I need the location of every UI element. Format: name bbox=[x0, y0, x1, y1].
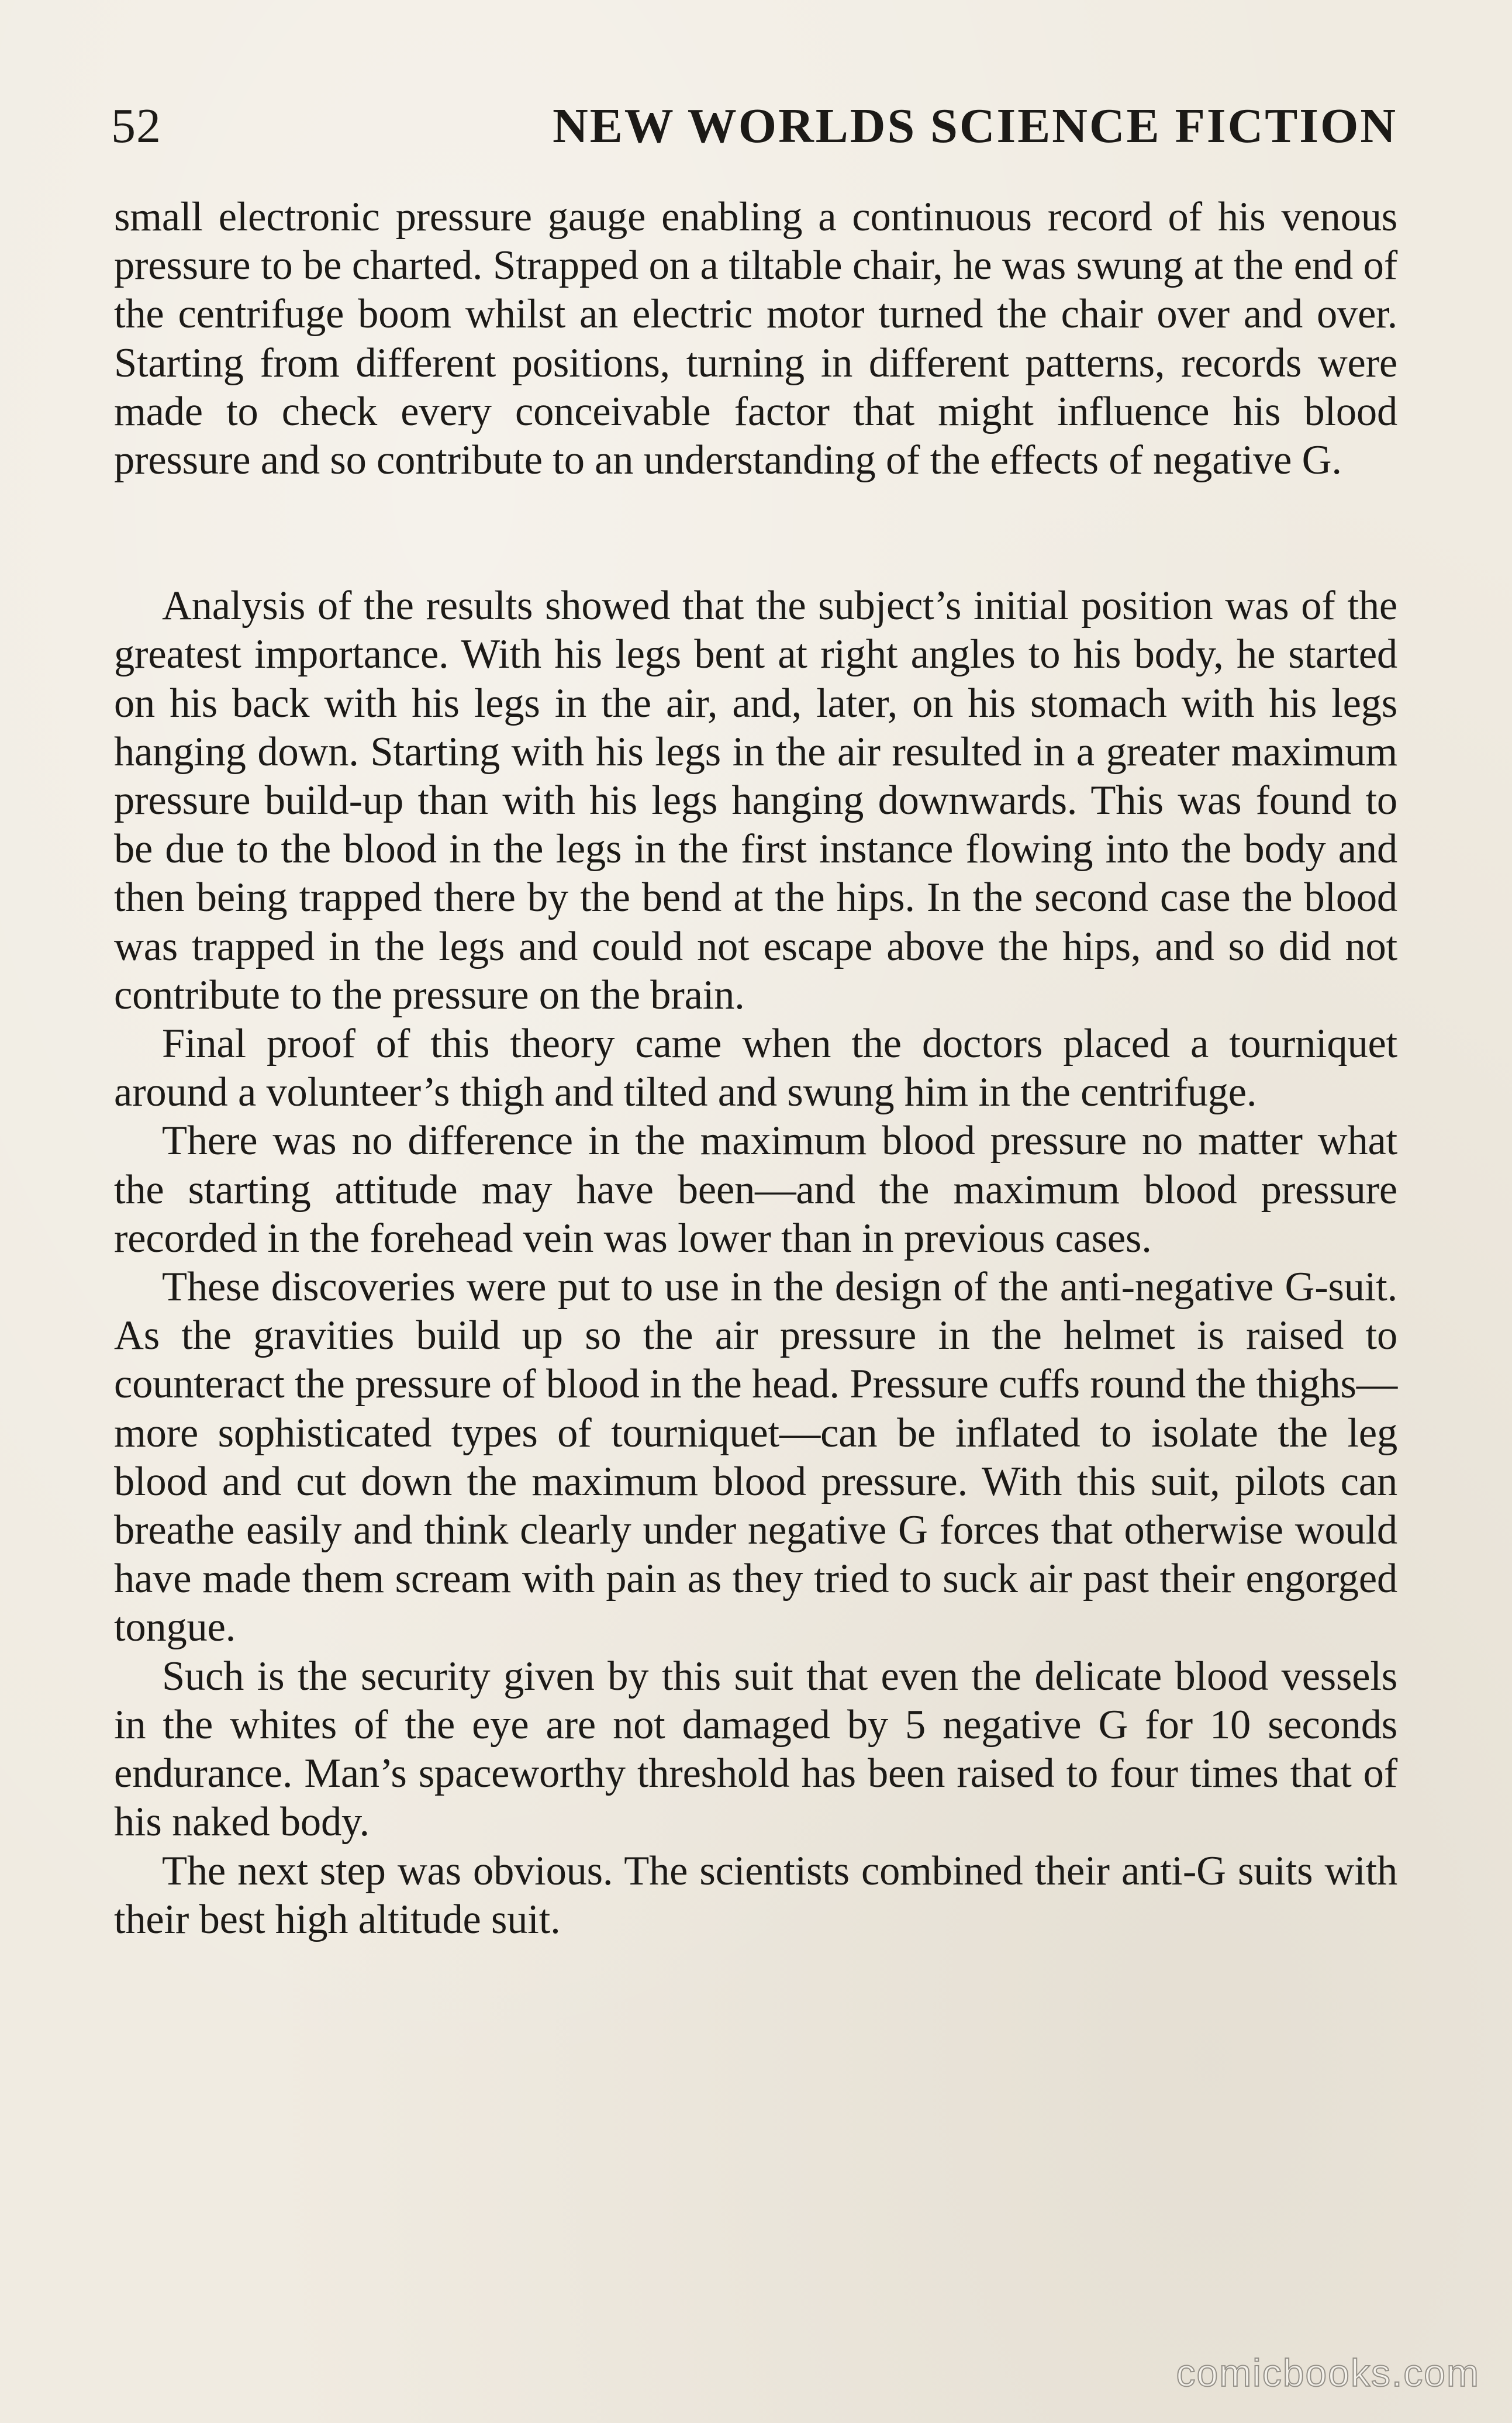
section-break bbox=[114, 485, 1397, 582]
page-header bbox=[111, 94, 1397, 158]
paragraph-continued: small electronic pressure gauge enabling a continuous record of his venous pressure to be charted. Strapped on a tiltable chair, he was swung at the end of the centrifuge boom whilst an electric motor turned the chair over and over. Starting from different positions, turning in different patterns, records were made to check every conceivable factor that might influence his blood pressure and so contribute to an understanding of the effects of negative G. bbox=[114, 194, 1397, 484]
article-body bbox=[114, 193, 1397, 1944]
paragraph-no-difference: There was no difference in the maximum blood pressure no matter what the starting attitude may have been—and the maximum blood pressure recorded in the forehead vein was lower than in previous cases. bbox=[114, 1118, 1397, 1261]
watermark: comicbooks.com bbox=[1176, 2351, 1480, 2394]
page-number: 52 bbox=[111, 98, 161, 153]
paragraph-final-proof: Final proof of this theory came when the doctors placed a tourniquet around a volunteer’s thigh and tilted and swung him in the centrifuge. bbox=[114, 1021, 1397, 1116]
running-head: NEW WORLDS SCIENCE FICTION bbox=[553, 98, 1397, 153]
paragraph-discoveries: These discoveries were put to use in the design of the anti-negative G-suit. As the gravities build up so the air pressure in the helmet is raised to counteract the pressure of blood in the head. Pressure cuffs round the thighs—more sophisticated types of tourniquet—can be inflated to isolate the leg blood and cut down the maximum blood pressure. With this suit, pilots can breathe easily and think clearly under negative G forces that otherwise would have made them scream with pain as they tried to suck air past their engorged tongue. bbox=[114, 1264, 1397, 1651]
paragraph-next-step: The next step was obvious. The scientists combined their anti-G suits with their best high altitude suit. bbox=[114, 1848, 1397, 1942]
paragraph-security: Such is the security given by this suit that even the delicate blood vessels in the whites of the eye are not damaged by 5 negative G for 10 seconds endurance. Man’s spaceworthy threshold has been raised to four times that of his naked body. bbox=[114, 1653, 1397, 1845]
paragraph-analysis: Analysis of the results showed that the subject’s initial position was of the greatest importance. With his legs bent at right angles to his body, he started on his back with his legs in the air, and, later, on his stomach with his legs hanging down. Starting with his legs in the air resulted in a greater maximum pressure build-up than with his legs hanging downwards. This was found to be due to the blood in the legs in the first instance flowing into the body and then being trapped there by the bend at the hips. In the second case the blood was trapped in the legs and could not escape above the hips, and so did not contribute to the pressure on the brain. bbox=[114, 583, 1397, 1018]
